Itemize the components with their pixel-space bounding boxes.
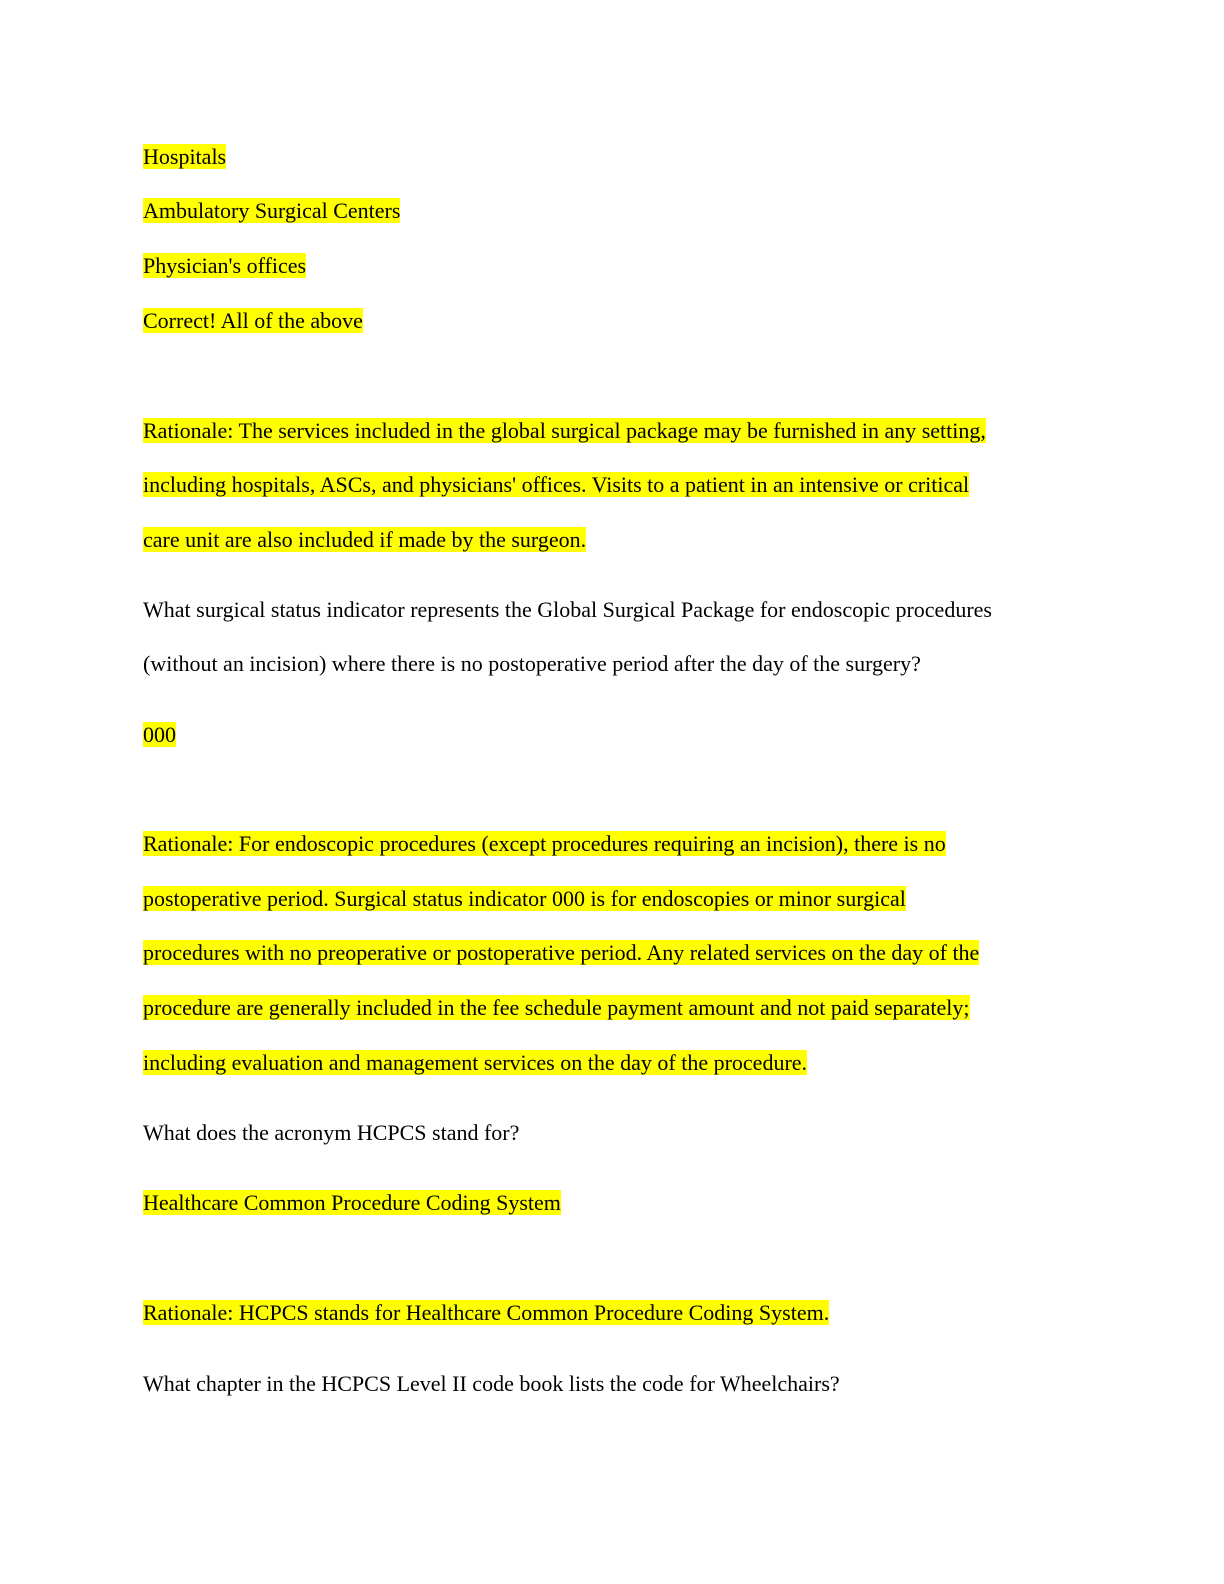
question-2-line-2: (without an incision) where there is no postoperative period after the day of the surgery? [143, 651, 921, 676]
question-3: What does the acronym HCPCS stand for? [143, 1120, 520, 1145]
answer-option-correct-all-of-the-above: Correct! All of the above [143, 308, 363, 333]
answer-option-physicians-offices: Physician's offices [143, 253, 307, 278]
rationale-2-line-5: including evaluation and management services on the day of the procedure. [143, 1050, 808, 1075]
answer-3: Healthcare Common Procedure Coding System [143, 1190, 561, 1215]
rationale-2-line-3: procedures with no preoperative or postoperative period. Any related services on the day of the [143, 940, 980, 965]
question-4: What chapter in the HCPCS Level II code book lists the code for Wheelchairs? [143, 1371, 840, 1396]
rationale-2-line-1: Rationale: For endoscopic procedures (except procedures requiring an incision), there is no [143, 831, 946, 856]
rationale-1-line-3: care unit are also included if made by the surgeon. [143, 527, 587, 552]
answer-2: 000 [143, 722, 176, 747]
rationale-2-line-4: procedure are generally included in the fee schedule payment amount and not paid separately; [143, 995, 970, 1020]
question-2-line-1: What surgical status indicator represents the Global Surgical Package for endoscopic procedures [143, 597, 992, 622]
rationale-2-line-2: postoperative period. Surgical status indicator 000 is for endoscopies or minor surgical [143, 886, 906, 911]
rationale-1-line-2: including hospitals, ASCs, and physicians' offices. Visits to a patient in an intensive or critical [143, 472, 970, 497]
rationale-1-line-1: Rationale: The services included in the global surgical package may be furnished in any setting, [143, 418, 986, 443]
answer-option-ambulatory-surgical-centers: Ambulatory Surgical Centers [143, 198, 401, 223]
rationale-3: Rationale: HCPCS stands for Healthcare Common Procedure Coding System. [143, 1300, 830, 1325]
answer-option-hospitals: Hospitals [143, 144, 227, 169]
